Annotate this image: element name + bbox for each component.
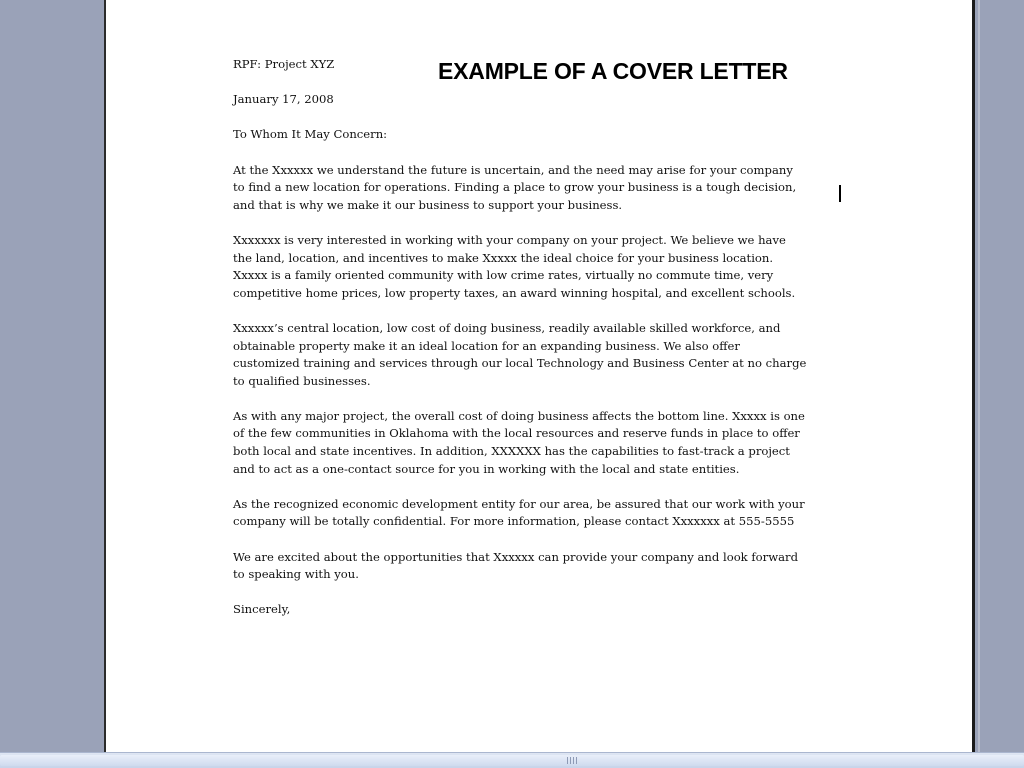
date-line: January 17, 2008 <box>233 92 334 107</box>
horizontal-scrollbar[interactable] <box>0 752 1024 768</box>
paragraph-line: At the Xxxxxx we understand the future is uncertain, and the need may arise for your company <box>233 162 793 177</box>
paragraph-4 <box>233 408 849 478</box>
paragraph-2 <box>233 232 849 302</box>
paragraph-line: customized training and services through our local Technology and Business Center at no charge <box>233 356 807 371</box>
paragraph-line: Xxxxx is a family oriented community with low crime rates, virtually no commute time, very <box>233 268 774 283</box>
paragraph-line: to find a new location for operations. Finding a place to grow your business is a tough decision, <box>233 180 797 195</box>
paragraph-3 <box>233 320 849 390</box>
paragraph-1 <box>233 162 849 215</box>
letter-body[interactable] <box>233 56 849 637</box>
salutation: To Whom It May Concern: <box>233 127 388 142</box>
paragraph-line: Xxxxxx’s central location, low cost of doing business, readily available skilled workforce, and <box>233 320 781 335</box>
scrollbar-thumb[interactable] <box>0 755 1024 766</box>
paragraph-line: We are excited about the opportunities that Xxxxxx can provide your company and look forward <box>233 549 798 564</box>
text-cursor <box>839 185 841 202</box>
paragraph-line: As the recognized economic development entity for our area, be assured that our work with your <box>233 496 805 511</box>
paragraph-6 <box>233 549 849 584</box>
paragraph-line: competitive home prices, low property taxes, an award winning hospital, and excellent schools. <box>233 285 796 300</box>
paragraph-line: the land, location, and incentives to make Xxxxx the ideal choice for your business location. <box>233 250 774 265</box>
paragraph-line: Xxxxxxx is very interested in working with your company on your project. We believe we have <box>233 232 786 247</box>
paragraph-line: and to act as a one-contact source for you in working with the local and state entities. <box>233 461 740 476</box>
paragraph-line: to speaking with you. <box>233 567 359 582</box>
paragraph-5 <box>233 496 849 531</box>
paragraph-line: to qualified businesses. <box>233 373 371 388</box>
paragraph-line: and that is why we make it our business to support your business. <box>233 197 623 212</box>
document-title: EXAMPLE OF A COVER LETTER <box>438 58 788 84</box>
page-shadow <box>978 0 980 752</box>
paragraph-line: As with any major project, the overall cost of doing business affects the bottom line. Xxxxx is one <box>233 408 805 423</box>
closing: Sincerely, <box>233 602 291 617</box>
paragraph-line: company will be totally confidential. For more information, please contact Xxxxxxx at 555-5555 <box>233 514 795 529</box>
reference-line: RPF: Project XYZ <box>233 57 335 71</box>
paragraph-line: obtainable property make it an ideal location for an expanding business. We also offer <box>233 338 740 353</box>
paragraph-line: both local and state incentives. In addition, XXXXXX has the capabilities to fast-track a project <box>233 444 790 459</box>
scroll-grip-icon[interactable] <box>567 757 577 764</box>
paragraph-line: of the few communities in Oklahoma with the local resources and reserve funds in place to offer <box>233 426 800 441</box>
